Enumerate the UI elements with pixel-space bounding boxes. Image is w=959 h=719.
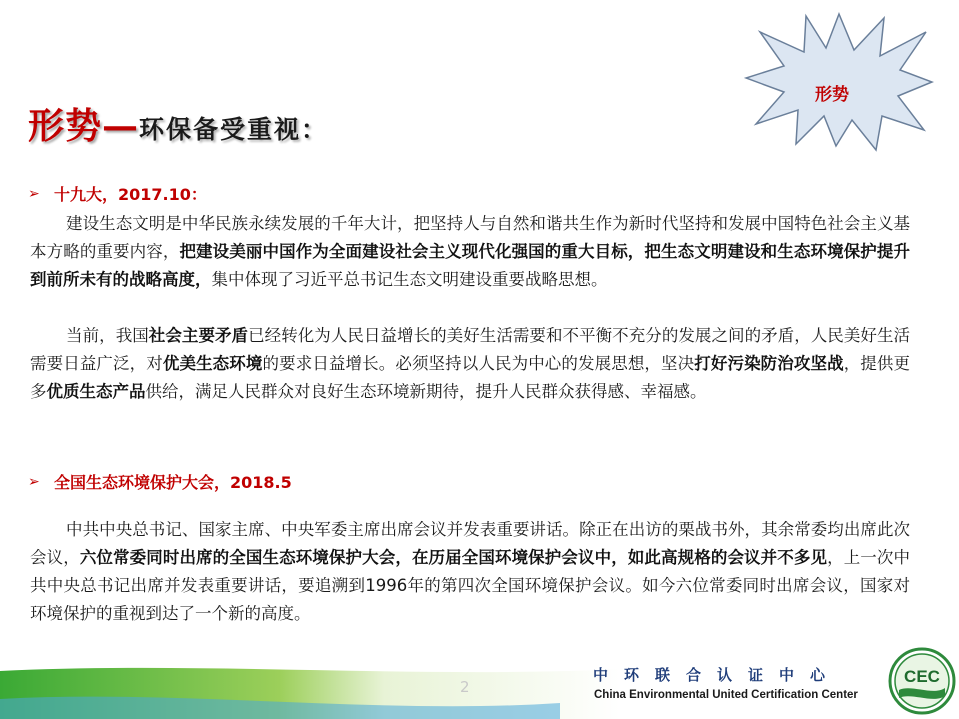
arrow-bullet-icon: ➢ (28, 473, 40, 490)
section-heading-2 (28, 470, 292, 493)
section-1-paragraph-2 (30, 322, 910, 406)
org-name-en: China Environmental United Certification Center (594, 689, 858, 701)
text-run: ，提供更多 (30, 354, 911, 401)
bold-text-run: 打好污染防治攻坚战 (694, 354, 844, 373)
bold-text-run: 社会主要矛盾 (148, 326, 249, 345)
arrow-bullet-icon: ➢ (28, 185, 40, 202)
title-main: 形势— (28, 105, 140, 147)
text-run: 已经转化为人民日益增长的美好生活需要和不平衡不充分的发展之间的矛盾，人民美好生活需要日益广泛，对 (30, 326, 911, 373)
bold-text-run: 优质生态产品 (46, 382, 146, 401)
text-run: 的要求日益增长。必须坚持以人民为中心的发展思想，坚决 (262, 354, 695, 373)
section-heading-1 (28, 182, 207, 205)
section-2-paragraph-1 (30, 516, 910, 628)
page-number: 2 (460, 678, 470, 696)
logo-text: CEC (904, 667, 940, 686)
star-label: 形势 (815, 85, 849, 105)
title-sub: 环保备受重视： (139, 115, 329, 144)
section-2-heading: 全国生态环境保护大会，2018.5 (54, 473, 292, 492)
bold-text-run: 六位常委同时出席的全国生态环境保护大会，在历届全国环境保护会议中，如此高规格的会议并不多见 (79, 548, 828, 567)
text-run: 集中体现了习近平总书记生态文明建设重要战略思想。 (211, 270, 608, 289)
section-1-paragraph-1 (30, 210, 910, 294)
bold-text-run: 把建设美丽中国作为全面建设社会主义现代化强国的重大目标，把生态文明建设和生态环境保护提升到前所未有的战略高度， (30, 242, 911, 289)
text-run: 当前，我国 (66, 326, 149, 345)
text-run: 供给，满足人民群众对良好生态环境新期待，提升人民群众获得感、幸福感。 (145, 382, 707, 401)
section-1-heading: 十九大，2017.10： (54, 185, 207, 204)
text-run: ，上一次中共中央总书记出席并发表重要讲话，要追溯到1996年的第四次全国环境保护会议。如今六位常委同时出席会议，国家对环境保护的重视到达了一个新的高度。 (30, 548, 911, 623)
text-run: 中共中央总书记、国家主席、中央军委主席出席会议并发表重要讲话。除正在出访的栗战书外，其余常委均出席此次会议， (30, 520, 910, 567)
bold-text-run: 优美生态环境 (162, 354, 263, 373)
slide-title (28, 98, 328, 149)
org-name-cn: 中环联合认证中心 (593, 666, 842, 684)
text-run: 建设生态文明是中华民族永续发展的千年大计，把坚持人与自然和谐共生作为新时代坚持和发展中国特色社会主义基本方略的重要内容， (30, 214, 910, 261)
cec-logo-icon (887, 646, 957, 716)
